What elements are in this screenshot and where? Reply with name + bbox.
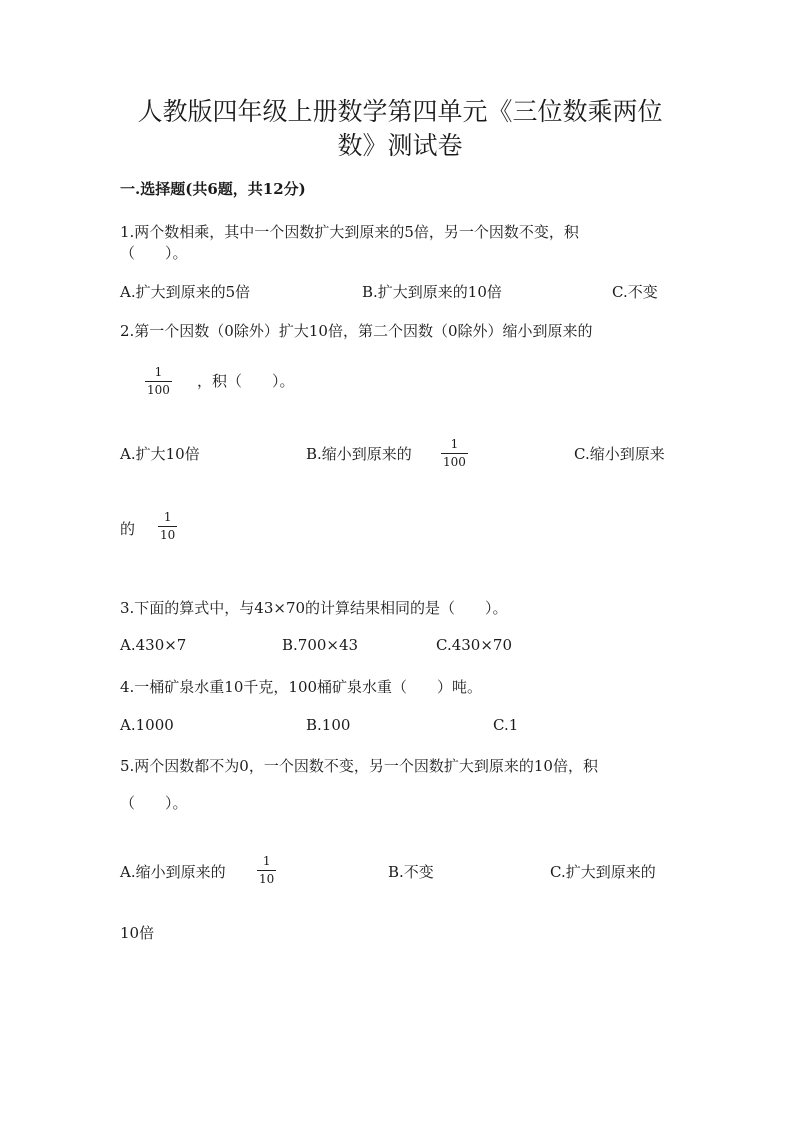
fraction-bar xyxy=(158,526,177,527)
question-2-blank: ，积（ ）。 xyxy=(197,372,295,390)
question-1-option-b[interactable]: B.扩大到原来的10倍 xyxy=(362,283,502,301)
question-5-option-c-continued: 10倍 xyxy=(120,924,155,942)
question-3-option-b[interactable]: B.700×43 xyxy=(282,636,359,654)
question-5-option-a-fraction xyxy=(257,855,276,886)
section-heading: 一.选择题(共6题，共12分) xyxy=(120,180,306,198)
page-title-line-2: 数》测试卷 xyxy=(337,131,463,160)
fraction-numerator: 1 xyxy=(262,854,271,868)
question-5-option-b[interactable]: B.不变 xyxy=(388,863,434,881)
question-5-option-a[interactable]: A.缩小到原来的 xyxy=(120,863,226,881)
fraction-denominator: 100 xyxy=(443,455,466,469)
question-2-option-c-continued: 的 xyxy=(120,520,136,538)
fraction-bar xyxy=(441,453,468,454)
question-2-option-c[interactable]: C.缩小到原来 xyxy=(574,445,665,463)
fraction-bar xyxy=(145,381,172,382)
fraction-bar xyxy=(257,870,276,871)
question-2-option-a[interactable]: A.扩大10倍 xyxy=(120,445,200,463)
question-4-option-c[interactable]: C.1 xyxy=(493,716,519,734)
page-title-line-1: 人教版四年级上册数学第四单元《三位数乘两位 xyxy=(137,97,663,126)
fraction-numerator: 1 xyxy=(154,365,163,379)
question-2-text: 2.第一个因数（0除外）扩大10倍，第二个因数（0除外）缩小到原来的 xyxy=(120,322,593,340)
fraction-numerator: 1 xyxy=(450,437,459,451)
question-1-blank: （ ）。 xyxy=(120,244,188,262)
question-3-text: 3.下面的算式中，与43×70的计算结果相同的是（ ）。 xyxy=(120,599,508,617)
question-2-option-c-fraction xyxy=(158,511,177,542)
question-5-blank: （ ）。 xyxy=(120,794,188,812)
question-1-text: 1.两个数相乘，其中一个因数扩大到原来的5倍，另一个因数不变，积 xyxy=(120,223,579,241)
question-4-text: 4.一桶矿泉水重10千克，100桶矿泉水重（ ）吨。 xyxy=(120,678,483,696)
question-5-option-c[interactable]: C.扩大到原来的 xyxy=(550,863,656,881)
fraction-denominator: 10 xyxy=(160,528,176,542)
question-5-text: 5.两个因数都不为0，一个因数不变，另一个因数扩大到原来的10倍，积 xyxy=(120,757,598,775)
question-4-option-a[interactable]: A.1000 xyxy=(120,716,174,734)
question-2-option-b[interactable]: B.缩小到原来的 xyxy=(306,445,412,463)
fraction-denominator: 100 xyxy=(147,383,170,397)
fraction-denominator: 10 xyxy=(259,872,275,886)
question-2-option-b-fraction xyxy=(441,438,468,469)
question-1-option-a[interactable]: A.扩大到原来的5倍 xyxy=(120,283,251,301)
question-1-option-c[interactable]: C.不变 xyxy=(612,283,658,301)
question-3-option-c[interactable]: C.430×70 xyxy=(436,636,512,654)
question-4-option-b[interactable]: B.100 xyxy=(306,716,351,734)
question-3-option-a[interactable]: A.430×7 xyxy=(120,636,187,654)
question-2-fraction xyxy=(145,366,172,397)
fraction-numerator: 1 xyxy=(163,510,172,524)
